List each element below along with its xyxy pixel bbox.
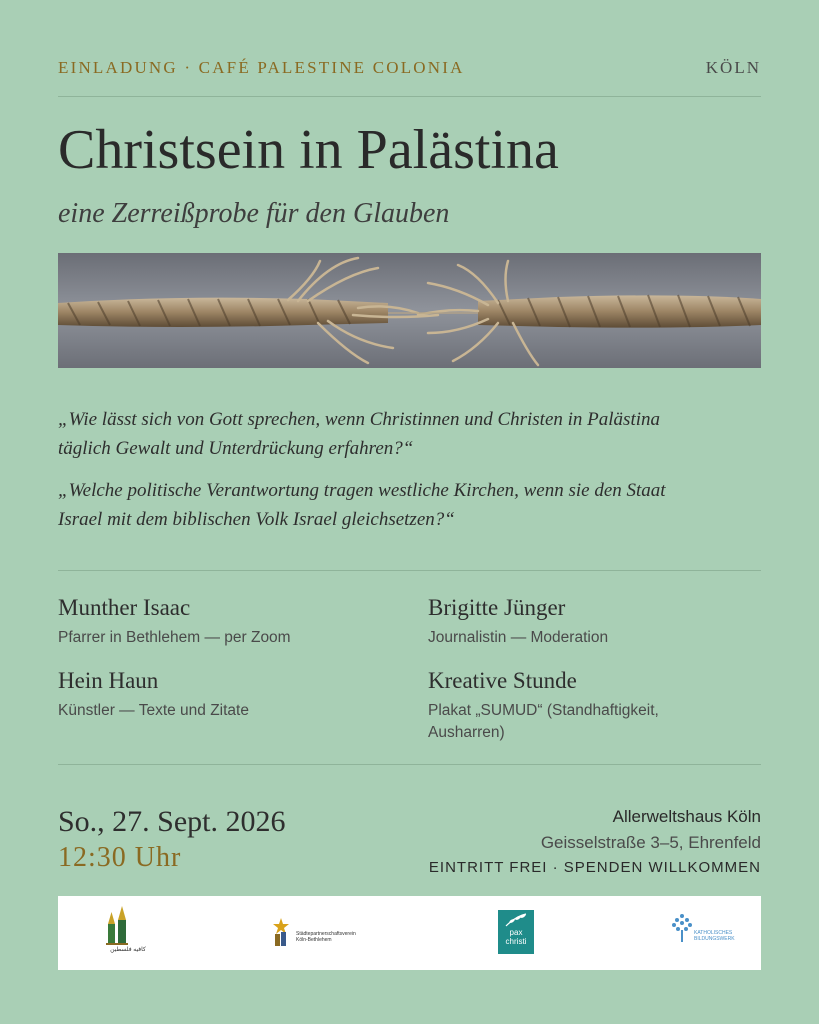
logo-cafe-palestine-text: كافيه فلسطين (110, 947, 146, 953)
city-label: KÖLN (705, 58, 761, 77)
logo-bildungswerk-text (694, 930, 750, 942)
speaker-name: Hein Haun (58, 668, 159, 693)
venue-name: Allerweltshaus Köln (612, 807, 761, 826)
venue-block (429, 806, 761, 878)
pax-christi-text (498, 928, 534, 946)
header (58, 58, 761, 82)
quote-2-line1: „Welche politische Verantwortung tragen westliche Kirchen, wenn sie den Staat (58, 480, 666, 501)
speaker-munther-isaac (58, 594, 291, 649)
program-description-line2: Ausharren) (428, 724, 505, 741)
event-time: 12:30 Uhr (58, 842, 182, 873)
quote-2 (58, 476, 761, 534)
speaker-role: Journalistin — Moderation (428, 629, 609, 646)
entry-info: EINTRITT FREI · SPENDEN WILLKOMMEN (428, 859, 761, 876)
logo-text-line2: christi (505, 937, 527, 946)
divider (58, 96, 761, 97)
frayed-rope-image (58, 253, 761, 368)
quote-2-line2: Israel mit dem biblischen Volk Israel gleichsetzen?“ (58, 509, 455, 530)
olive-branch-icon (498, 912, 534, 928)
quote-1 (58, 405, 761, 463)
venue-address: Geisselstraße 3–5, Ehrenfeld (540, 833, 761, 852)
church-towers-icon (88, 896, 168, 970)
program-name: Kreative Stunde (428, 668, 577, 693)
logo-cafe-palestine (88, 896, 168, 970)
tree-icon (670, 896, 694, 970)
logo-text-line1: Städtepartnerschaftsverein (296, 931, 356, 937)
speaker-name: Brigitte Jünger (428, 595, 566, 620)
speaker-role: Künstler — Texte und Zitate (58, 702, 249, 719)
logo-staedtepartnerschaft (266, 896, 376, 970)
partner-logos (58, 896, 761, 970)
speaker-hein-haun (58, 667, 249, 722)
speaker-role: Pfarrer in Bethlehem — per Zoom (58, 629, 291, 646)
logo-text-line2: BILDUNGSWERK (694, 936, 735, 942)
event-date: So., 27. Sept. 2026 (58, 805, 286, 838)
page-title: Christsein in Palästina (58, 119, 559, 181)
program-description-line1: Plakat „SUMUD“ (Standhaftigkeit, (428, 702, 659, 719)
frayed-rope-icon (58, 253, 761, 368)
program-kreative-stunde (428, 667, 659, 744)
logo-text-line1: KATHOLISCHES (694, 930, 733, 936)
logo-staedtepartnerschaft-text (296, 931, 376, 943)
speaker-name: Munther Isaac (58, 595, 191, 620)
divider (58, 570, 761, 571)
page-subtitle: eine Zerreißprobe für den Glauben (58, 198, 450, 229)
quote-1-line2: täglich Gewalt und Unterdrückung erfahren?“ (58, 438, 414, 459)
star-icon (266, 896, 296, 970)
speaker-brigitte-juenger (428, 594, 608, 649)
poster (58, 0, 761, 1024)
logo-pax-christi (498, 896, 538, 970)
invitation-label: EINLADUNG · CAFÉ PALESTINE COLONIA (58, 58, 465, 77)
logo-bildungswerk (670, 896, 750, 970)
logo-text-line2: Köln-Bethlehem (296, 937, 332, 943)
pax-christi-badge (498, 910, 534, 954)
program-description (428, 700, 659, 744)
logo-text-line1: pax (509, 928, 523, 937)
divider (58, 764, 761, 765)
quote-1-line1: „Wie lässt sich von Gott sprechen, wenn Christinnen und Christen in Palästina (58, 409, 661, 430)
